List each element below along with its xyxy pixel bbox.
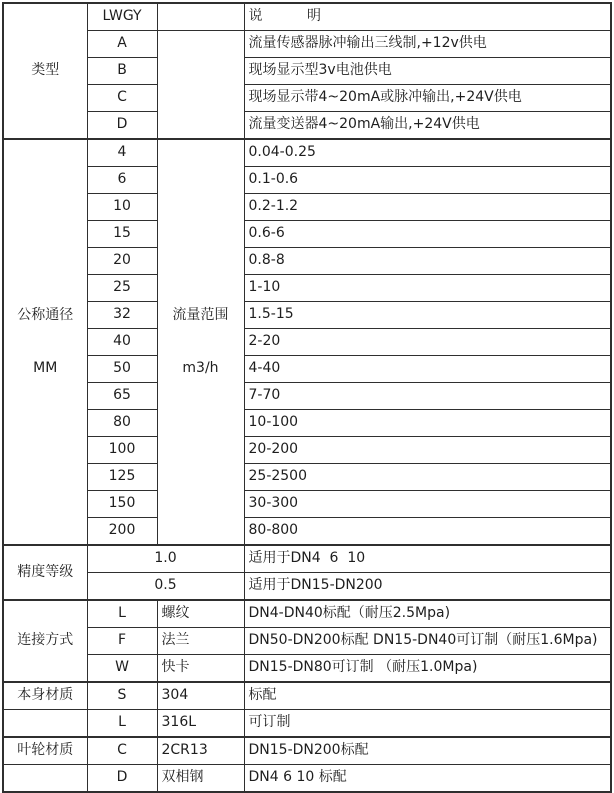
flow-label-line1: 流量范围 [172, 307, 229, 323]
table-row [3, 221, 611, 248]
flow-range: 20-200 [244, 437, 611, 464]
impeller-material-name: 双相钢 [157, 765, 244, 793]
table-row [3, 464, 611, 491]
table-row [3, 3, 611, 31]
table-row [3, 545, 611, 573]
flow-range: 30-300 [244, 491, 611, 518]
connection-desc: DN15-DN80可订制 （耐压1.0Mpa) [244, 655, 611, 683]
table-row [3, 737, 611, 765]
accuracy-desc: 适用于DN4 6 10 [244, 545, 611, 573]
accuracy-grade: 0.5 [87, 573, 244, 601]
diameter-size: 10 [87, 194, 157, 221]
table-row [3, 573, 611, 601]
table-row [3, 765, 611, 793]
impeller-material-desc: DN15-DN200标配 [244, 737, 611, 765]
diameter-label-line2: MM [33, 359, 58, 376]
table-row [3, 491, 611, 518]
flow-range-label [157, 139, 244, 545]
table-row [3, 383, 611, 410]
body-material-desc: 标配 [244, 682, 611, 710]
accuracy-grade: 1.0 [87, 545, 244, 573]
section-label-connection: 连接方式 [3, 600, 87, 682]
body-material-code: L [87, 710, 157, 738]
connection-name: 快卡 [157, 655, 244, 683]
type-code: D [87, 112, 157, 140]
diameter-size: 200 [87, 518, 157, 546]
flow-range: 2-20 [244, 329, 611, 356]
type-desc: 现场显示型3v电池供电 [244, 58, 611, 85]
diameter-size: 125 [87, 464, 157, 491]
flow-range: 4-40 [244, 356, 611, 383]
connection-name: 法兰 [157, 628, 244, 655]
table-row [3, 410, 611, 437]
flow-range: 0.6-6 [244, 221, 611, 248]
table-row [3, 655, 611, 683]
impeller-material-code: C [87, 737, 157, 765]
diameter-size: 32 [87, 302, 157, 329]
table-row [3, 31, 611, 58]
diameter-size: 20 [87, 248, 157, 275]
model-code-header: LWGY [87, 3, 157, 31]
table-row [3, 58, 611, 85]
type-desc: 现场显示带4~20mA或脉冲输出,+24V供电 [244, 85, 611, 112]
type-desc: 流量变送器4~20mA输出,+24V供电 [244, 112, 611, 140]
table-row [3, 329, 611, 356]
impeller-material-name: 2CR13 [157, 737, 244, 765]
body-material-name: 316L [157, 710, 244, 738]
flow-range: 10-100 [244, 410, 611, 437]
accuracy-desc: 适用于DN15-DN200 [244, 573, 611, 601]
table-row [3, 85, 611, 112]
flow-range: 0.04-0.25 [244, 139, 611, 167]
section-label-type: 类型 [3, 3, 87, 139]
table-row [3, 628, 611, 655]
table-row [3, 710, 611, 738]
diameter-size: 4 [87, 139, 157, 167]
flow-label-line2: m3/h [182, 359, 219, 376]
table-row [3, 167, 611, 194]
table-row [3, 302, 611, 329]
diameter-size: 15 [87, 221, 157, 248]
empty-cell [3, 710, 87, 738]
diameter-size: 6 [87, 167, 157, 194]
section-label-impeller-material: 叶轮材质 [3, 737, 87, 765]
flow-range: 0.8-8 [244, 248, 611, 275]
body-material-code: S [87, 682, 157, 710]
flow-range: 7-70 [244, 383, 611, 410]
type-code: A [87, 31, 157, 58]
empty-cell [157, 31, 244, 140]
flow-range: 80-800 [244, 518, 611, 546]
diameter-size: 80 [87, 410, 157, 437]
flow-range: 25-2500 [244, 464, 611, 491]
connection-code: L [87, 600, 157, 628]
diameter-size: 25 [87, 275, 157, 302]
diameter-size: 100 [87, 437, 157, 464]
table-row [3, 518, 611, 546]
flow-range: 0.1-0.6 [244, 167, 611, 194]
diameter-label-line1: 公称通径 [17, 307, 74, 323]
empty-cell [157, 3, 244, 31]
table-row [3, 275, 611, 302]
table-row [3, 112, 611, 140]
desc-header: 说 明 [244, 3, 611, 31]
flow-range: 1.5-15 [244, 302, 611, 329]
table-row [3, 600, 611, 628]
body-material-name: 304 [157, 682, 244, 710]
connection-code: F [87, 628, 157, 655]
type-code: B [87, 58, 157, 85]
table-row [3, 139, 611, 167]
section-label-accuracy: 精度等级 [3, 545, 87, 600]
connection-desc: DN50-DN200标配 DN15-DN40可订制（耐压1.6Mpa) [244, 628, 611, 655]
flow-range: 0.2-1.2 [244, 194, 611, 221]
diameter-size: 50 [87, 356, 157, 383]
body-material-desc: 可订制 [244, 710, 611, 738]
table-row [3, 356, 611, 383]
flow-range: 1-10 [244, 275, 611, 302]
connection-desc: DN4-DN40标配（耐压2.5Mpa) [244, 600, 611, 628]
table-row [3, 437, 611, 464]
impeller-material-code: D [87, 765, 157, 793]
connection-code: W [87, 655, 157, 683]
diameter-size: 150 [87, 491, 157, 518]
section-label-diameter [3, 139, 87, 545]
empty-cell [3, 765, 87, 793]
spec-table [2, 2, 612, 793]
impeller-material-desc: DN4 6 10 标配 [244, 765, 611, 793]
table-row [3, 682, 611, 710]
table-row [3, 194, 611, 221]
connection-name: 螺纹 [157, 600, 244, 628]
section-label-body-material: 本身材质 [3, 682, 87, 710]
type-code: C [87, 85, 157, 112]
diameter-size: 40 [87, 329, 157, 356]
type-desc: 流量传感器脉冲输出三线制,+12v供电 [244, 31, 611, 58]
diameter-size: 65 [87, 383, 157, 410]
table-row [3, 248, 611, 275]
